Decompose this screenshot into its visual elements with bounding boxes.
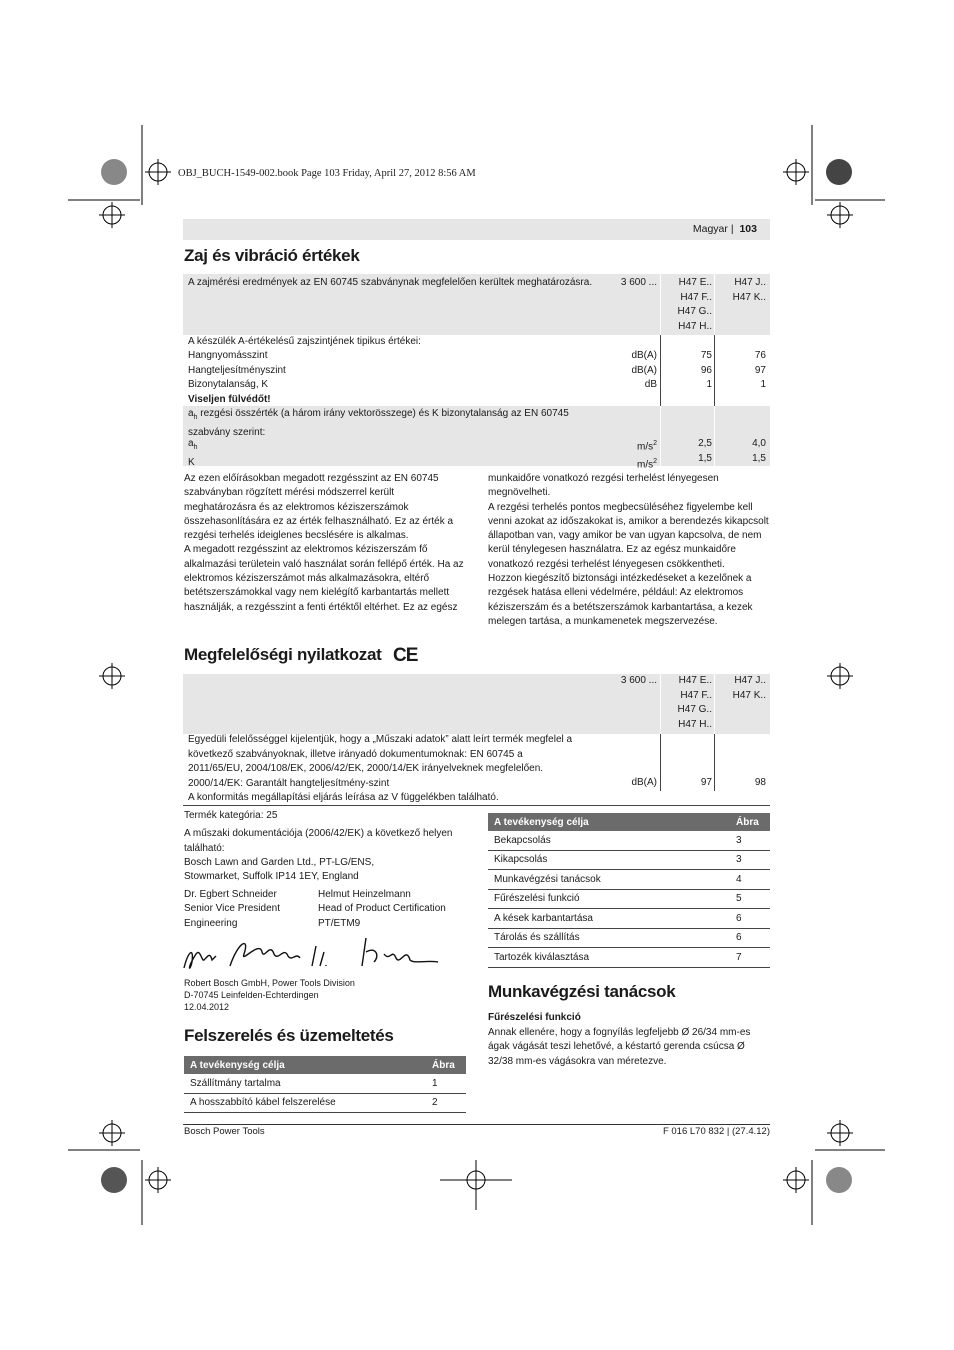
signer-2: Helmut Heinzelmann Head of Product Certification PT/ETM9 <box>318 889 446 929</box>
vibration-label: $a_h$ rezgési összérték (a három irány vektorösszege) és K bizonytalanság az EN 60745 szabvány szerint: <box>188 408 569 438</box>
header-language: Magyar <box>692 223 728 235</box>
table-header: A tevékenység célja <box>184 1056 426 1074</box>
activity-table <box>488 813 770 968</box>
conformity-v2: 98 <box>754 777 766 788</box>
table-row: Tartozék kiválasztása 7 <box>488 948 770 968</box>
noise-typical-label: A készülék A-értékelésű zajszintjének tipikus értékei: <box>188 336 421 347</box>
header-separator: | <box>730 223 734 235</box>
table-row: Kikapcsolás 3 <box>488 850 770 870</box>
conformity-model-prefix: 3 600 ... <box>620 675 657 686</box>
table-row: Tárolás és szállítás 6 <box>488 928 770 948</box>
assembly-title: Felszerelés és üzemeltetés <box>184 1026 394 1045</box>
table-row: A hosszabbító kábel felszerelése 2 <box>184 1093 466 1113</box>
company-info: Robert Bosch GmbH, Power Tools Division D-70745 Leinfelden-Echterdingen 12.04.2012 <box>184 978 355 1012</box>
noise-text-right: munkaidőre vonatkozó rezgési terhelést lényegesen megnövelheti. A rezgési terhelés pontos megbecsüléséhez figyelembe kell venni azokat az időszakokat is, amikor a berendezés kikapcsolt állapotban van, vagy amikor be van ugyan kapcsolva, de nem kerül ténylegesen használatra. Ez az egész munkaidőre vonatkozó rezgési terhelést lényegesen csökkentheti. Hozzon kiegészítő biztonsági intézkedéseket a kezelőnek a rezgések hatása elleni védelmére, például: Az elektromos kéziszerszám és a betétszerszámok karbantartása, a kezek melegen tartása, a munkamenetek megszervezése. <box>488 473 769 627</box>
noise-warning: Viseljen fülvédőt! <box>188 393 271 405</box>
vibration-col1: 2,5 1,5 <box>698 438 712 464</box>
noise-col1-models: H47 E.. H47 F.. H47 G.. H47 H.. <box>677 277 712 332</box>
table-header: Ábra <box>730 813 770 831</box>
tips-title: Munkavégzési tanácsok <box>488 982 676 1001</box>
ce-mark-icon: CE <box>393 645 418 666</box>
page-number: 103 <box>739 223 757 235</box>
conformity-v1: 97 <box>700 777 712 788</box>
page-header <box>183 219 770 240</box>
conformity-col2-models: H47 J.. H47 K.. <box>732 675 766 701</box>
noise-row-units: dB(A) dB(A) dB <box>631 350 657 390</box>
conformity-unit: dB(A) <box>631 777 657 788</box>
vibration-units: $m/s^2$ $m/s^2$ <box>636 440 657 471</box>
table-row: Bekapcsolás 3 <box>488 831 770 850</box>
conformity-title: Megfelelőségi nyilatkozat <box>184 645 382 664</box>
footer-left: Bosch Power Tools <box>184 1126 265 1137</box>
tips-text: Annak ellenére, hogy a fognyílás legfeljebb Ø 26/34 mm-es ágak vágását teszi lehetővé, a késtartó gerenda csúcsa Ø 32/38 mm-es vágásokra van méretezve. <box>488 1027 751 1067</box>
noise-intro: A zajmérési eredmények az EN 60745 szabványnak megfelelően kerültek meghatározásra. <box>188 277 593 288</box>
noise-col2-models: H47 J.. H47 K.. <box>732 277 766 303</box>
noise-model-prefix: 3 600 ... <box>620 277 657 288</box>
conformity-details: Termék kategória: 25 A műszaki dokumentációja (2006/42/EK) a következő helyen található: Bosch Lawn and Garden Ltd., PT-LG/ENS, Stowmarket, Suffolk IP14 1EY, England <box>184 810 453 883</box>
noise-col2-values: 76 97 1 <box>754 350 766 390</box>
vibration-col2: 4,0 1,5 <box>752 438 766 464</box>
conformity-declaration: Egyedüli felelősséggel kijelentjük, hogy a „Műszaki adatok” alatt leírt termék megfelel a következő szabványoknak, illetve irányadó dokumentumoknak: EN 60745 a 2011/65/EU, 2004/108/EK, 2006/42/EK, 2000/14/EK irányelveknek megfelelően. 2000/14/EK: Garantált hangteljesítmény-szint A konformitás megállapítási eljárás leírása az V függelékben található. <box>188 734 573 803</box>
noise-text-left: Az ezen előírásokban megadott rezgésszint az EN 60745 szabványban rögzített mérési módszerrel került meghatározásra és az elektromos kéziszerszámok összehasonlítására ez az érték felhasználható. Ez az érték a rezgési terhelés ideiglenes becslésére is alkalmas. A megadott rezgésszint az elektromos kéziszerszám fő alkalmazási területein való használat során fellépő érték. Ha az elektromos kéziszerszámot más alkalmazásokra, eltérő betétszerszámokkal vagy nem kielégítő karbantartás mellett használják, a rezgésszint a fenti értéktől eltérhet. Ez az egész <box>184 473 464 613</box>
signatures-image <box>180 932 442 974</box>
noise-row-labels: Hangnyomásszint Hangteljesítményszint Bizonytalanság, K Viseljen fülvédőt! <box>188 349 286 407</box>
table-row: Munkavégzési tanácsok 4 <box>488 870 770 890</box>
noise-title: Zaj és vibráció értékek <box>184 246 360 265</box>
table-row: Szállítmány tartalma 1 <box>184 1074 466 1093</box>
table-row: Fűrészelési funkció 5 <box>488 889 770 909</box>
signer-1: Dr. Egbert Schneider Senior Vice President Engineering <box>184 889 280 929</box>
vibration-row-labels: $a_h$ K <box>188 438 198 468</box>
tips-subtitle: Fűrészelési funkció <box>488 1012 581 1023</box>
table-row: A kések karbantartása 6 <box>488 909 770 929</box>
noise-col1-values: 75 96 1 <box>700 350 712 390</box>
print-info: OBJ_BUCH-1549-002.book Page 103 Friday, April 27, 2012 8:56 AM <box>178 168 476 179</box>
assembly-table <box>184 1056 466 1113</box>
table-header: A tevékenység célja <box>488 813 730 831</box>
table-header: Ábra <box>426 1056 466 1074</box>
conformity-col1-models: H47 E.. H47 F.. H47 G.. H47 H.. <box>677 675 712 730</box>
footer-right: F 016 L70 832 | (27.4.12) <box>662 1126 770 1137</box>
